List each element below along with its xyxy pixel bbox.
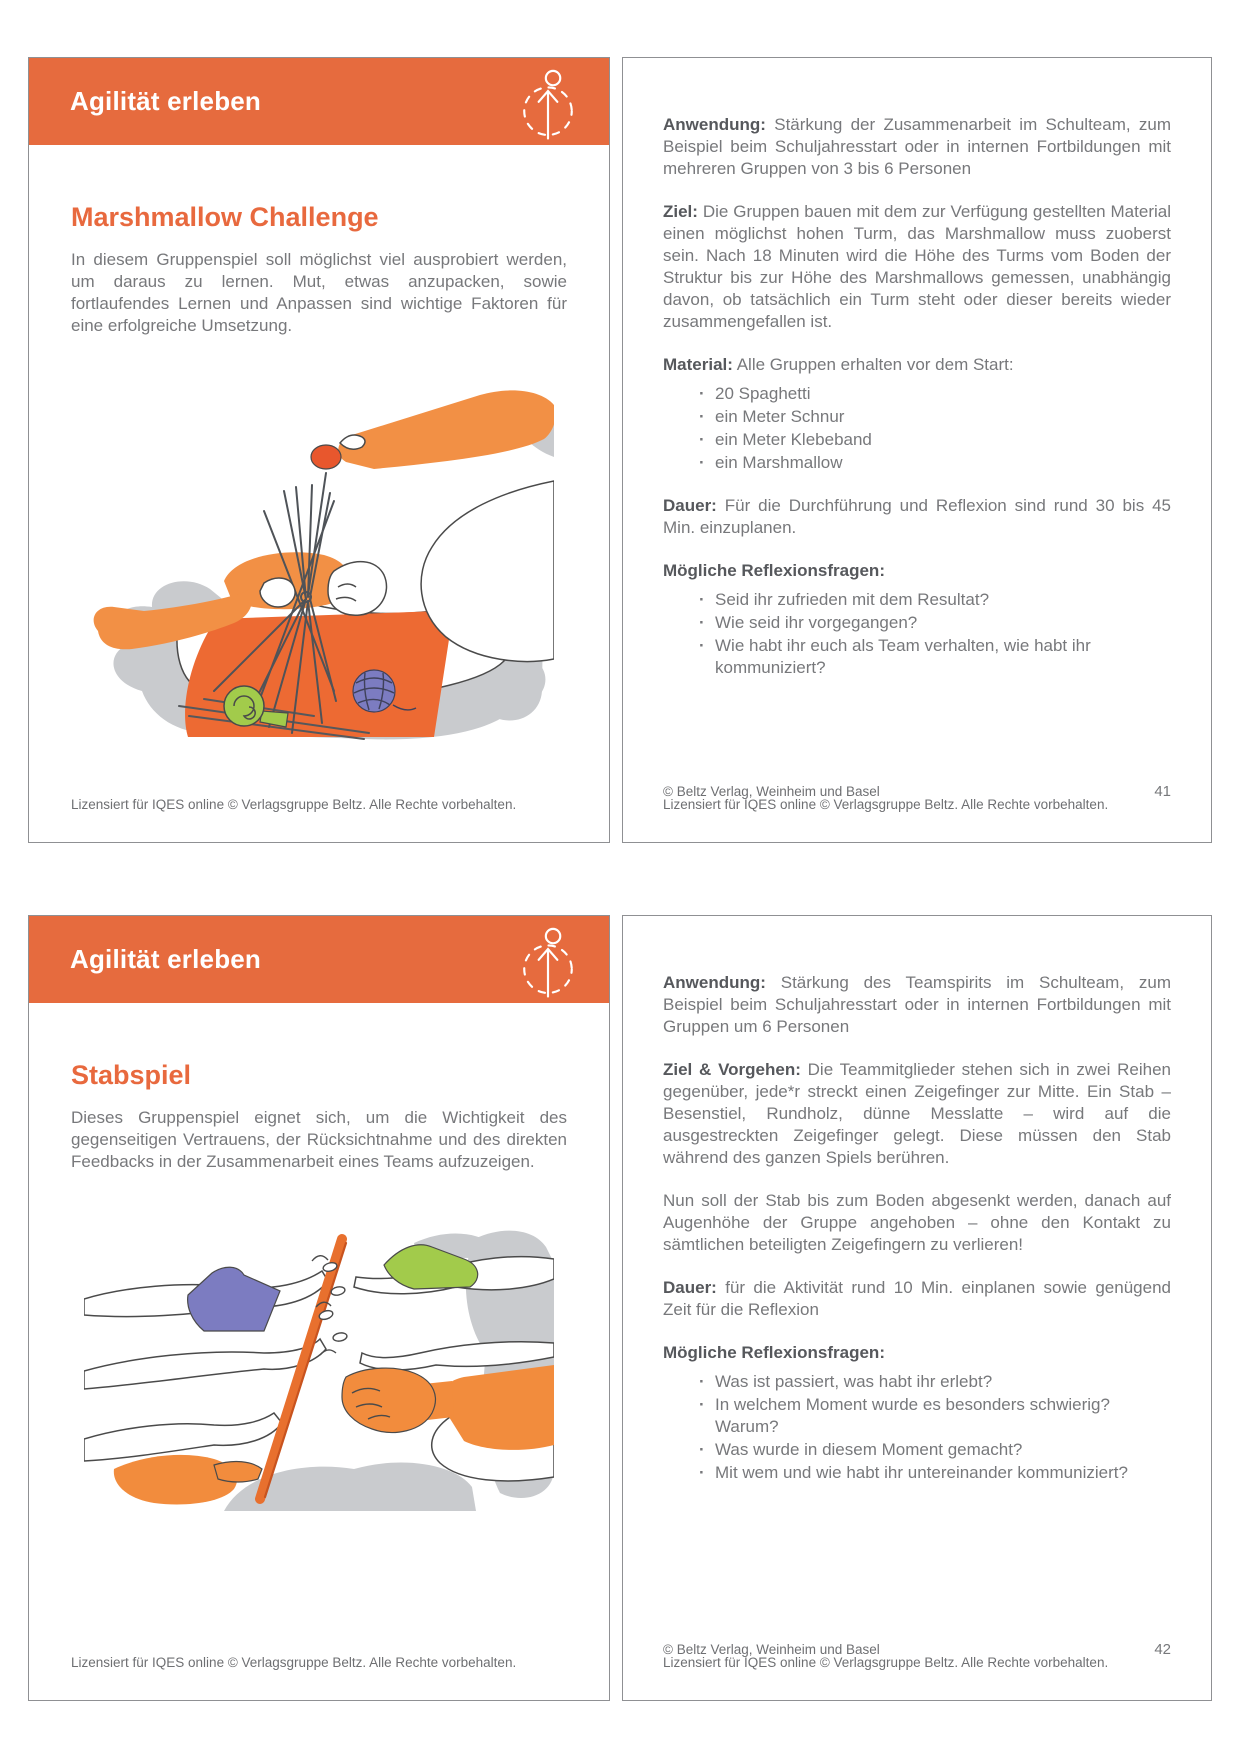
list-item: · Was ist passiert, was habt ihr erlebt? <box>699 1371 1171 1393</box>
block-text: Die Teammitglieder stehen sich in zwei Reihen gegenüber, jede*r streckt einen Zeigefinger zur Mitte. Ein Stab – Besenstiel, Rundholz, dünne Messlatte – wird auf die ausgestreckten Zeigefinger gelegt. Diese müssen den Stab während des ganzen Spiels berühren. <box>663 1060 1171 1167</box>
block-text: Nun soll der Stab bis zum Boden abgesenkt werden, danach auf Augenhöhe der Gruppe angehoben – ohne den Kontakt zu sämtlichen beteiligten Zeigefingern zu verlieren! <box>663 1191 1171 1254</box>
publisher-line: © Beltz Verlag, Weinheim und Basel <box>663 784 880 799</box>
card-body <box>29 201 609 812</box>
block-label: Dauer: <box>663 496 717 515</box>
page-number: 42 <box>1154 1641 1171 1658</box>
card-header-bar <box>28 57 610 145</box>
bullet-dot <box>699 1439 715 1461</box>
card-title: Stabspiel <box>71 1060 192 1090</box>
list-item: · Was wurde in diesem Moment gemacht? <box>699 1439 1171 1461</box>
license-line: Lizensiert für IQES online © Verlagsgruppe Beltz. Alle Rechte vorbehalten. <box>663 1654 1109 1670</box>
bullet-dot <box>699 612 715 634</box>
stabspiel-illustration <box>84 1203 554 1513</box>
block-label: Material: <box>663 355 733 374</box>
block-ziel <box>663 201 1171 333</box>
bullet-dot <box>699 429 715 451</box>
card-body <box>29 1059 609 1670</box>
page-number: 41 <box>1154 783 1171 800</box>
list-item: · ein Marshmallow <box>699 452 1171 474</box>
block-reflexionsfragen <box>663 560 1171 679</box>
card-description: Dieses Gruppenspiel eignet sich, um die Wichtigkeit des gegenseitigen Vertrauens, der Rücksichtnahme und des direkten Feedbacks in der Zusammenarbeit eines Teams aufzuzeigen. <box>71 1108 567 1171</box>
reflexion-list <box>663 589 1171 679</box>
list-item: · ein Meter Klebeband <box>699 429 1171 451</box>
bullet-dot <box>699 452 715 474</box>
license-line: Lizensiert für IQES online © Verlagsgruppe Beltz. Alle Rechte vorbehalten. <box>71 796 517 812</box>
bullet-dot <box>699 1462 715 1484</box>
card-pair-marshmallow <box>28 57 1212 843</box>
list-item: · Seid ihr zufrieden mit dem Resultat? <box>699 589 1171 611</box>
block-text: Stärkung des Teamspirits im Schulteam, zum Beispiel beim Schuljahresstart oder in internen Fortbildungen mit Gruppen um 6 Personen <box>663 973 1171 1036</box>
block-reflexionsfragen <box>663 1342 1171 1484</box>
list-item: · In welchem Moment wurde es besonders schwierig? Warum? <box>699 1394 1171 1438</box>
list-item: · ein Meter Schnur <box>699 406 1171 428</box>
reflexion-list <box>663 1371 1171 1484</box>
license-line: Lizensiert für IQES online © Verlagsgruppe Beltz. Alle Rechte vorbehalten. <box>71 1654 517 1670</box>
list-item: · 20 Spaghetti <box>699 383 1171 405</box>
block-text: Die Gruppen bauen mit dem zur Verfügung gestellten Material einen möglichst hohen Turm, das Marshmallow muss zuoberst sein. Nach 18 Minuten wird die Höhe des Turms vom Boden der Struktur bis zur Höhe des Marshmallows gemessen, unabhängig davon, ob tatsächlich ein Turm steht oder dieser bereits wieder zusammengefallen ist. <box>663 202 1171 331</box>
block-material <box>663 354 1171 474</box>
material-list <box>663 383 1171 474</box>
block-anwendung <box>663 972 1171 1038</box>
block-label: Ziel & Vorgehen: <box>663 1060 801 1079</box>
block-dauer <box>663 1277 1171 1321</box>
back-card-stabspiel <box>622 915 1212 1701</box>
block-label: Anwendung: <box>663 115 766 134</box>
list-item: · Mit wem und wie habt ihr untereinander kommuniziert? <box>699 1462 1171 1484</box>
agility-person-arrow-icon <box>512 62 584 140</box>
block-anwendung <box>663 114 1171 180</box>
marshmallow-challenge-illustration <box>84 361 554 741</box>
block-label: Mögliche Reflexionsfragen: <box>663 561 885 580</box>
block-text: Für die Durchführung und Reflexion sind rund 30 bis 45 Min. einzuplanen. <box>663 496 1171 537</box>
card-pair-stabspiel <box>28 915 1212 1701</box>
bullet-dot <box>699 589 715 611</box>
card-header-label: Agilität erleben <box>70 85 262 116</box>
card-header-bar <box>28 915 610 1003</box>
block-label: Mögliche Reflexionsfragen: <box>663 1343 885 1362</box>
card-description: In diesem Gruppenspiel soll möglichst viel ausprobiert werden, um daraus zu lernen. Mut, etwas anzupacken, sowie fortlaufendes Lernen und Anpassen sind wichtige Faktoren für eine erfolgreiche Umsetzung. <box>71 250 567 335</box>
block-text: für die Aktivität rund 10 Min. einplanen sowie genügend Zeit für die Reflexion <box>663 1278 1171 1319</box>
block-text: Alle Gruppen erhalten vor dem Start: <box>736 355 1014 374</box>
card-title: Marshmallow Challenge <box>71 202 379 232</box>
bullet-dot <box>699 1371 715 1393</box>
agility-person-arrow-icon <box>512 920 584 998</box>
block-label: Ziel: <box>663 202 698 221</box>
block-text: Stärkung der Zusammenarbeit im Schulteam, zum Beispiel beim Schuljahresstart oder in internen Fortbildungen mit mehreren Gruppen von 3 bis 6 Personen <box>663 115 1171 178</box>
block-paragraph <box>663 1190 1171 1256</box>
back-card-marshmallow <box>622 57 1212 843</box>
block-ziel-vorgehen <box>663 1059 1171 1169</box>
block-label: Anwendung: <box>663 973 766 992</box>
front-card-stabspiel <box>28 915 610 1701</box>
bullet-dot <box>699 383 715 405</box>
publisher-line: © Beltz Verlag, Weinheim und Basel <box>663 1642 880 1657</box>
block-dauer <box>663 495 1171 539</box>
list-item: · Wie habt ihr euch als Team verhalten, wie habt ihr kommuniziert? <box>699 635 1171 679</box>
license-line: Lizensiert für IQES online © Verlagsgruppe Beltz. Alle Rechte vorbehalten. <box>663 796 1109 812</box>
list-item: · Wie seid ihr vorgegangen? <box>699 612 1171 634</box>
card-header-label: Agilität erleben <box>70 943 262 974</box>
bullet-dot <box>699 635 715 657</box>
front-card-marshmallow <box>28 57 610 843</box>
bullet-dot <box>699 406 715 428</box>
bullet-dot <box>699 1394 715 1416</box>
block-label: Dauer: <box>663 1278 717 1297</box>
